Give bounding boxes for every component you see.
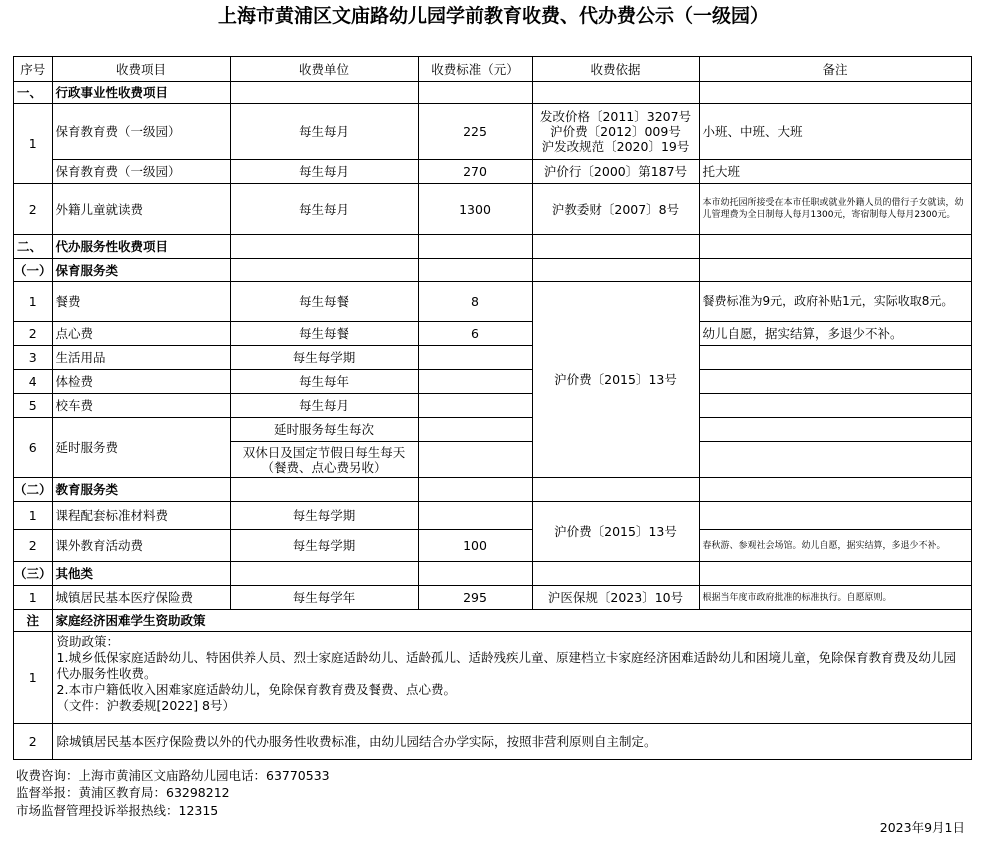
fee-remark [699, 370, 971, 394]
fee-remark: 托大班 [699, 160, 971, 184]
fee-unit: 每生每年 [230, 370, 418, 394]
note-no: 2 [14, 724, 53, 760]
table-row [14, 370, 972, 394]
table-row [14, 282, 972, 322]
fee-item: 餐费 [52, 282, 230, 322]
fee-standard [418, 346, 532, 370]
row-no: 5 [14, 394, 53, 418]
fee-item: 城镇居民基本医疗保险费 [52, 586, 230, 610]
table-row [14, 104, 972, 160]
section-title: 代办服务性收费项目 [52, 235, 230, 259]
row-no: 6 [14, 418, 53, 478]
section-label: 二、 [14, 235, 53, 259]
table-row [14, 530, 972, 562]
fee-standard: 295 [418, 586, 532, 610]
fee-remark: 餐费标准为9元，政府补贴1元，实际收取8元。 [699, 282, 971, 322]
section-title: 行政事业性收费项目 [52, 82, 230, 104]
fee-unit: 每生每月 [230, 104, 418, 160]
footer-consult: 收费咨询：上海市黄浦区文庙路幼儿园电话：63770533 [16, 768, 330, 783]
header-unit: 收费单位 [230, 57, 418, 82]
table-row [14, 346, 972, 370]
row-no: 2 [14, 530, 53, 562]
fee-standard [418, 370, 532, 394]
note-text: 除城镇居民基本医疗保险费以外的代办服务性收费标准，由幼儿园结合办学实际，按照非营利原则自主制定。 [52, 724, 971, 760]
fee-unit: 每生每餐 [230, 322, 418, 346]
table-row [14, 502, 972, 530]
table-header-row [14, 57, 972, 82]
subsection-title: 其他类 [52, 562, 230, 586]
fee-basis: 沪教委财〔2007〕8号 [532, 184, 699, 235]
notes-label: 注 [14, 610, 53, 632]
fee-unit: 每生每月 [230, 184, 418, 235]
subsection-title: 保育服务类 [52, 259, 230, 282]
fee-remark [699, 346, 971, 370]
table-row [14, 418, 972, 442]
fee-unit: 每生每学年 [230, 586, 418, 610]
fee-basis: 发改价格〔2011〕3207号 沪价费〔2012〕009号 沪发改规范〔2020〕19号 [532, 104, 699, 160]
fee-unit: 延时服务每生每次 [230, 418, 418, 442]
fee-unit: 每生每月 [230, 394, 418, 418]
row-no: 1 [14, 586, 53, 610]
subsection-label: （一） [14, 259, 53, 282]
row-no: 1 [14, 502, 53, 530]
fee-remark [699, 394, 971, 418]
header-no: 序号 [14, 57, 53, 82]
footer-supervise: 监督举报：黄浦区教育局：63298212 [16, 785, 230, 800]
subsection-label: （二） [14, 478, 53, 502]
fee-remark: 本市幼托园所接受在本市任职或就业外籍人员的借行子女就读，幼儿管理费为全日制每人每月1300元，寄宿制每人每月2300元。 [699, 184, 971, 235]
header-remarks: 备注 [699, 57, 971, 82]
row-no: 1 [14, 104, 53, 184]
row-no: 2 [14, 184, 53, 235]
subsection-title: 教育服务类 [52, 478, 230, 502]
fee-remark: 根据当年度市政府批准的标准执行。自愿原则。 [699, 586, 971, 610]
fee-remark: 幼儿自愿，据实结算，多退少不补。 [699, 322, 971, 346]
fee-standard: 1300 [418, 184, 532, 235]
fee-unit: 每生每学期 [230, 502, 418, 530]
footer-hotline: 市场监督管理投诉举报热线：12315 [16, 803, 219, 818]
row-no: 1 [14, 282, 53, 322]
fee-remark: 小班、中班、大班 [699, 104, 971, 160]
fee-item: 课程配套标准材料费 [52, 502, 230, 530]
table-row [14, 394, 972, 418]
notes-header-row [14, 610, 972, 632]
notes-row [14, 632, 972, 724]
fee-standard [418, 394, 532, 418]
notes-title: 家庭经济困难学生资助政策 [52, 610, 971, 632]
fee-remark: 春秋游、参观社会场馆。幼儿自愿，据实结算，多退少不补。 [699, 530, 971, 562]
fee-item: 点心费 [52, 322, 230, 346]
row-no: 4 [14, 370, 53, 394]
header-item: 收费项目 [52, 57, 230, 82]
table-row [14, 160, 972, 184]
fee-unit: 每生每月 [230, 160, 418, 184]
table-row [14, 586, 972, 610]
notes-row [14, 724, 972, 760]
subsection-row [14, 478, 972, 502]
row-no: 3 [14, 346, 53, 370]
fee-unit: 双休日及国定节假日每生每天 （餐费、点心费另收） [230, 442, 418, 478]
table-row [14, 184, 972, 235]
subsection-label: （三） [14, 562, 53, 586]
row-no: 2 [14, 322, 53, 346]
fee-item: 生活用品 [52, 346, 230, 370]
fee-table [13, 56, 972, 760]
note-no: 1 [14, 632, 53, 724]
fee-standard: 225 [418, 104, 532, 160]
fee-unit: 每生每学期 [230, 346, 418, 370]
fee-unit: 每生每学期 [230, 530, 418, 562]
fee-item: 保育教育费（一级园） [52, 160, 230, 184]
fee-item: 课外教育活动费 [52, 530, 230, 562]
table-row [14, 322, 972, 346]
note-text: 资助政策： 1.城乡低保家庭适龄幼儿、特困供养人员、烈士家庭适龄幼儿、适龄孤儿、适龄残疾儿童、原建档立卡家庭经济困难适龄幼儿和困境儿童，免除保育教育费及幼儿园代办服务性收费。 2.本市户籍低收入困难家庭适龄幼儿，免除保育教育费及餐费、点心费。 （文件：沪教委规[2022] 8号） [52, 632, 971, 724]
fee-item: 校车费 [52, 394, 230, 418]
fee-basis: 沪价费〔2015〕13号 [532, 282, 699, 478]
footer-date: 2023年9月1日 [879, 820, 965, 835]
page-title: 上海市黄浦区文庙路幼儿园学前教育收费、代办费公示（一级园） [217, 5, 769, 27]
fee-unit: 每生每餐 [230, 282, 418, 322]
fee-basis: 沪价行〔2000〕第187号 [532, 160, 699, 184]
header-basis: 收费依据 [532, 57, 699, 82]
header-standard: 收费标准（元） [418, 57, 532, 82]
section-row [14, 235, 972, 259]
fee-basis: 沪价费〔2015〕13号 [532, 502, 699, 562]
fee-item: 体检费 [52, 370, 230, 394]
fee-standard: 270 [418, 160, 532, 184]
subsection-row [14, 259, 972, 282]
fee-item: 外籍儿童就读费 [52, 184, 230, 235]
fee-item: 延时服务费 [52, 418, 230, 478]
fee-item: 保育教育费（一级园） [52, 104, 230, 160]
fee-basis: 沪医保规〔2023〕10号 [532, 586, 699, 610]
section-label: 一、 [14, 82, 53, 104]
fee-standard: 8 [418, 282, 532, 322]
fee-standard [418, 502, 532, 530]
fee-standard: 100 [418, 530, 532, 562]
section-row [14, 82, 972, 104]
subsection-row [14, 562, 972, 586]
fee-standard: 6 [418, 322, 532, 346]
